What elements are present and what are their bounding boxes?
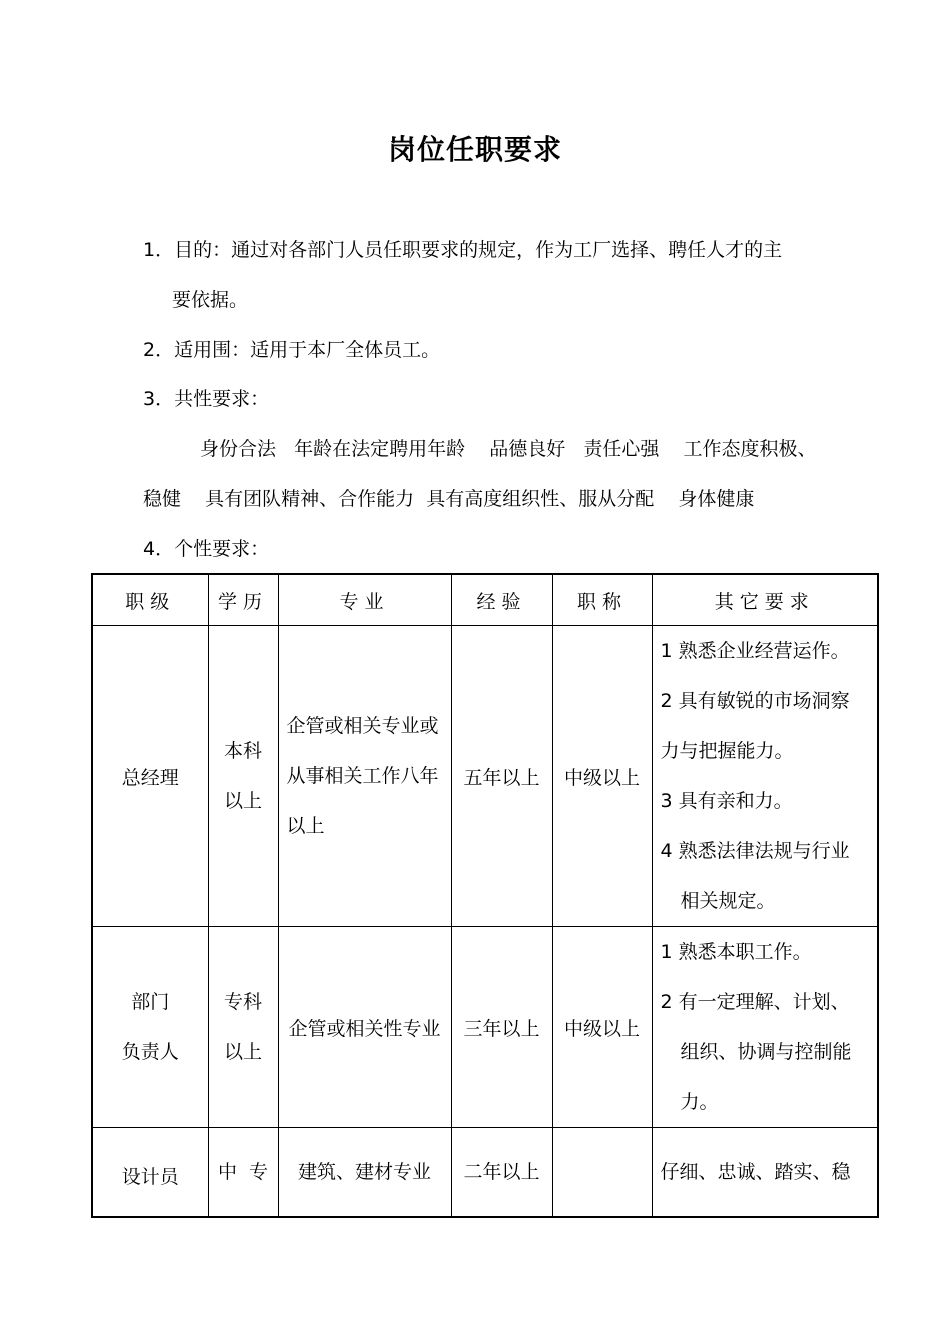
cell-text: 以上 bbox=[286, 815, 325, 837]
cell-other bbox=[652, 927, 878, 1128]
section-common-line-2: 稳健 具有团队精神、合作能力 具有高度组织性、服从分配 身体健康 bbox=[143, 488, 755, 510]
cell-experience: 五年以上 bbox=[451, 626, 552, 927]
cell-education: 中 专 bbox=[208, 1128, 278, 1218]
cell-title: 中级以上 bbox=[552, 927, 652, 1128]
header-experience: 经验 bbox=[451, 574, 552, 626]
cell-title bbox=[552, 1128, 652, 1218]
cell-position: 总经理 bbox=[92, 626, 208, 927]
header-other: 其它要求 bbox=[652, 574, 878, 626]
cell-text: 从事相关工作八年 bbox=[286, 765, 439, 787]
table-header-row bbox=[92, 574, 878, 626]
cell-education bbox=[208, 626, 278, 927]
table-row bbox=[92, 626, 878, 927]
cell-other: 仔细、忠诚、踏实、稳 bbox=[652, 1128, 878, 1218]
section-common-line-1: 身份合法 年龄在法定聘用年龄 品德良好 责任心强 工作态度积极、 bbox=[200, 438, 817, 460]
cell-text: 以上 bbox=[223, 1041, 262, 1063]
cell-major: 建筑、建材专业 bbox=[278, 1128, 451, 1218]
table-row bbox=[92, 927, 878, 1128]
cell-major: 企管或相关性专业 bbox=[278, 927, 451, 1128]
cell-major bbox=[278, 626, 451, 927]
cell-experience: 三年以上 bbox=[451, 927, 552, 1128]
other-item: 2 有一定理解、计划、 bbox=[660, 991, 850, 1013]
table-row bbox=[92, 1128, 878, 1218]
other-item: 3 具有亲和力。 bbox=[660, 790, 793, 812]
section-purpose-line-2: 要依据。 bbox=[172, 289, 249, 311]
other-item: 1 熟悉本职工作。 bbox=[660, 941, 812, 963]
cell-title: 中级以上 bbox=[552, 626, 652, 927]
section-purpose-line-1: 1．目的：通过对各部门人员任职要求的规定，作为工厂选择、聘任人才的主 bbox=[143, 239, 783, 261]
cell-other bbox=[652, 626, 878, 927]
cell-text: 以上 bbox=[223, 790, 262, 812]
header-position: 职级 bbox=[92, 574, 208, 626]
section-common-heading: 3．共性要求： bbox=[143, 388, 270, 410]
cell-experience: 二年以上 bbox=[451, 1128, 552, 1218]
cell-text: 专科 bbox=[223, 991, 262, 1013]
cell-position bbox=[92, 927, 208, 1128]
section-individual-heading: 4．个性要求： bbox=[143, 538, 270, 560]
page-title: 岗位任职要求 bbox=[387, 133, 562, 166]
other-item: 力与把握能力。 bbox=[660, 740, 794, 762]
other-item: 力。 bbox=[680, 1091, 719, 1113]
other-item: 1 熟悉企业经营运作。 bbox=[660, 640, 850, 662]
other-item: 4 熟悉法律法规与行业 bbox=[660, 840, 850, 862]
header-title: 职称 bbox=[552, 574, 652, 626]
cell-text: 本科 bbox=[223, 740, 262, 762]
cell-text: 负责人 bbox=[121, 1041, 179, 1063]
header-education: 学历 bbox=[208, 574, 278, 626]
requirements-table bbox=[91, 573, 879, 1218]
header-major: 专业 bbox=[278, 574, 451, 626]
section-scope: 2．适用围：适用于本厂全体员工。 bbox=[143, 339, 441, 361]
other-item: 组织、协调与控制能 bbox=[680, 1041, 852, 1063]
cell-text: 企管或相关专业或 bbox=[286, 715, 439, 737]
other-item: 相关规定。 bbox=[680, 890, 776, 912]
cell-text: 部门 bbox=[131, 991, 170, 1013]
cell-position: 设计员 bbox=[92, 1128, 208, 1218]
cell-education bbox=[208, 927, 278, 1128]
other-item: 2 具有敏锐的市场洞察 bbox=[660, 690, 850, 712]
